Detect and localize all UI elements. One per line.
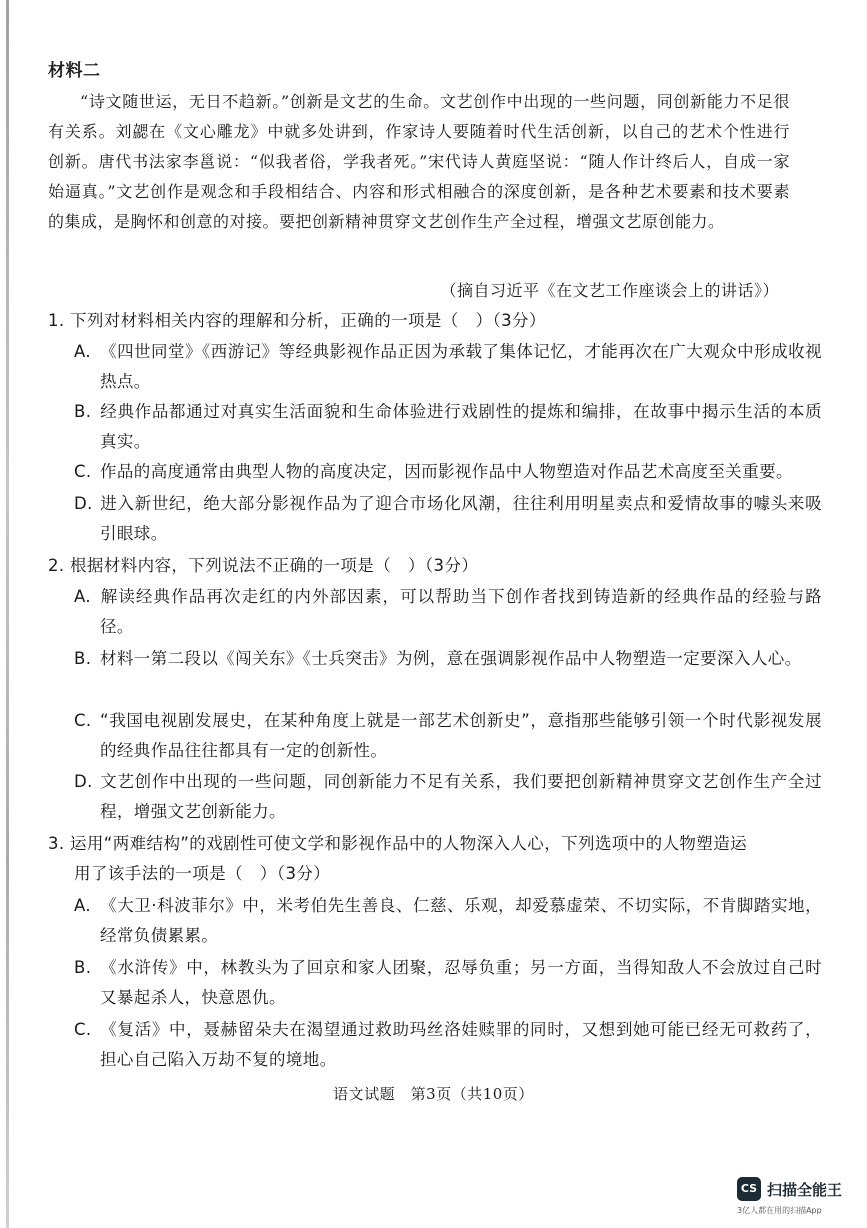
option-letter: B. (74, 402, 92, 421)
option-letter: B. (74, 958, 92, 977)
question-number: 2. (48, 556, 65, 575)
question-text-line2: 用了该手法的一项是（ ）（3分） (74, 864, 331, 883)
camscanner-logo-icon: CS (737, 1177, 761, 1201)
option-text: “我国电视剧发展史，在某种角度上就是一部艺术创新史”，意指那些能够引领一个时代影视发展的经典作品往往都具有一定的创新性。 (100, 711, 822, 760)
option-letter: C. (74, 711, 92, 730)
material-paragraph: “诗文随世运，无日不趋新。”创新是文艺的生命。文艺创作中出现的一些问题，同创新能力不足很有关系。刘勰在《文心雕龙》中就多处讲到，作家诗人要随着时代生活创新，以自己的艺术个性进行创新。唐代书法家李邕说：“似我者俗，学我者死。”宋代诗人黄庭坚说：“随人作计终后人，自成一家始逼真。”文艺创作是观念和手段相结合、内容和形式相融合的深度创新，是各种艺术要素和技术要素的集成，是胸怀和创意的对接。要把创新精神贯穿文艺创作生产全过程，增强文艺原创能力。 (48, 92, 790, 231)
question-3-option-c (74, 1015, 822, 1075)
question-1-option-b (74, 397, 822, 457)
option-letter: C. (74, 462, 92, 481)
option-text: 《大卫·科波菲尔》中，米考伯先生善良、仁慈、乐观，却爱慕虚荣、不切实际，不肯脚踏实地，经常负债累累。 (100, 896, 822, 945)
option-text: 作品的高度通常由典型人物的高度决定，因而影视作品中人物塑造对作品艺术高度至关重要。 (100, 462, 793, 481)
option-letter: A. (74, 896, 92, 915)
option-letter: D. (74, 494, 93, 513)
material-source: （摘自习近平《在文艺工作座谈会上的讲话》） (440, 281, 779, 300)
question-2-option-d (74, 767, 822, 827)
question-3-option-b (74, 953, 822, 1013)
option-letter: A. (74, 342, 92, 361)
question-text-line1: 运用“两难结构”的戏剧性可使文学和影视作品中的人物深入人心，下列选项中的人物塑造运 (70, 834, 747, 853)
option-letter: B. (74, 649, 92, 668)
question-text: 根据材料内容，下列说法不正确的一项是（ ）（3分） (70, 556, 479, 575)
option-text: 文艺创作中出现的一些问题，同创新能力不足有关系，我们要把创新精神贯穿文艺创作生产全过程，增强文艺创新能力。 (100, 772, 822, 821)
option-letter: C. (74, 1020, 92, 1039)
question-1-option-d (74, 489, 822, 549)
question-3-option-a (74, 891, 822, 951)
question-2-option-b (74, 644, 822, 674)
question-text: 下列对材料相关内容的理解和分析，正确的一项是（ ）（3分） (70, 311, 546, 330)
question-2-stem (48, 551, 808, 581)
option-text: 经典作品都通过对真实生活面貌和生命体验进行戏剧性的提炼和编排，在故事中揭示生活的本质真实。 (100, 402, 822, 451)
option-letter: A. (74, 587, 92, 606)
option-text: 《水浒传》中，林教头为了回京和家人团聚，忍辱负重；另一方面，当得知敌人不会放过自己时又暴起杀人，快意恩仇。 (100, 958, 822, 1007)
brand-name: 扫描全能王 (767, 1181, 843, 1199)
option-text: 《复活》中，聂赫留朵夫在渴望通过救助玛丝洛娃赎罪的同时，又想到她可能已经无可救药了，担心自己陷入万劫不复的境地。 (100, 1020, 822, 1069)
scanner-watermark (737, 1177, 849, 1217)
question-2-option-a (74, 582, 822, 642)
material-title: 材料二 (48, 61, 101, 81)
question-3-stem (48, 829, 808, 889)
brand-tagline: 3亿人都在用的扫描App (737, 1206, 822, 1215)
option-letter: D. (74, 772, 93, 791)
option-text: 材料一第二段以《闯关东》《士兵突击》为例，意在强调影视作品中人物塑造一定要深入人心。 (100, 649, 802, 668)
option-text: 解读经典作品再次走红的内外部因素，可以帮助当下创作者找到铸造新的经典作品的经验与路径。 (100, 587, 822, 636)
option-text: 《四世同堂》《西游记》等经典影视作品正因为承载了集体记忆，才能再次在广大观众中形成收视热点。 (100, 342, 822, 391)
option-text: 进入新世纪，绝大部分影视作品为了迎合市场化风潮，往往利用明星卖点和爱情故事的噱头来吸引眼球。 (100, 494, 822, 543)
question-2-option-c (74, 706, 822, 766)
question-1-option-a (74, 337, 822, 397)
question-number: 1. (48, 311, 65, 330)
question-1-option-c (74, 457, 822, 487)
question-1-stem (48, 306, 808, 336)
question-number: 3. (48, 834, 65, 853)
page-footer: 语文试题 第3页（共10页） (333, 1085, 534, 1103)
